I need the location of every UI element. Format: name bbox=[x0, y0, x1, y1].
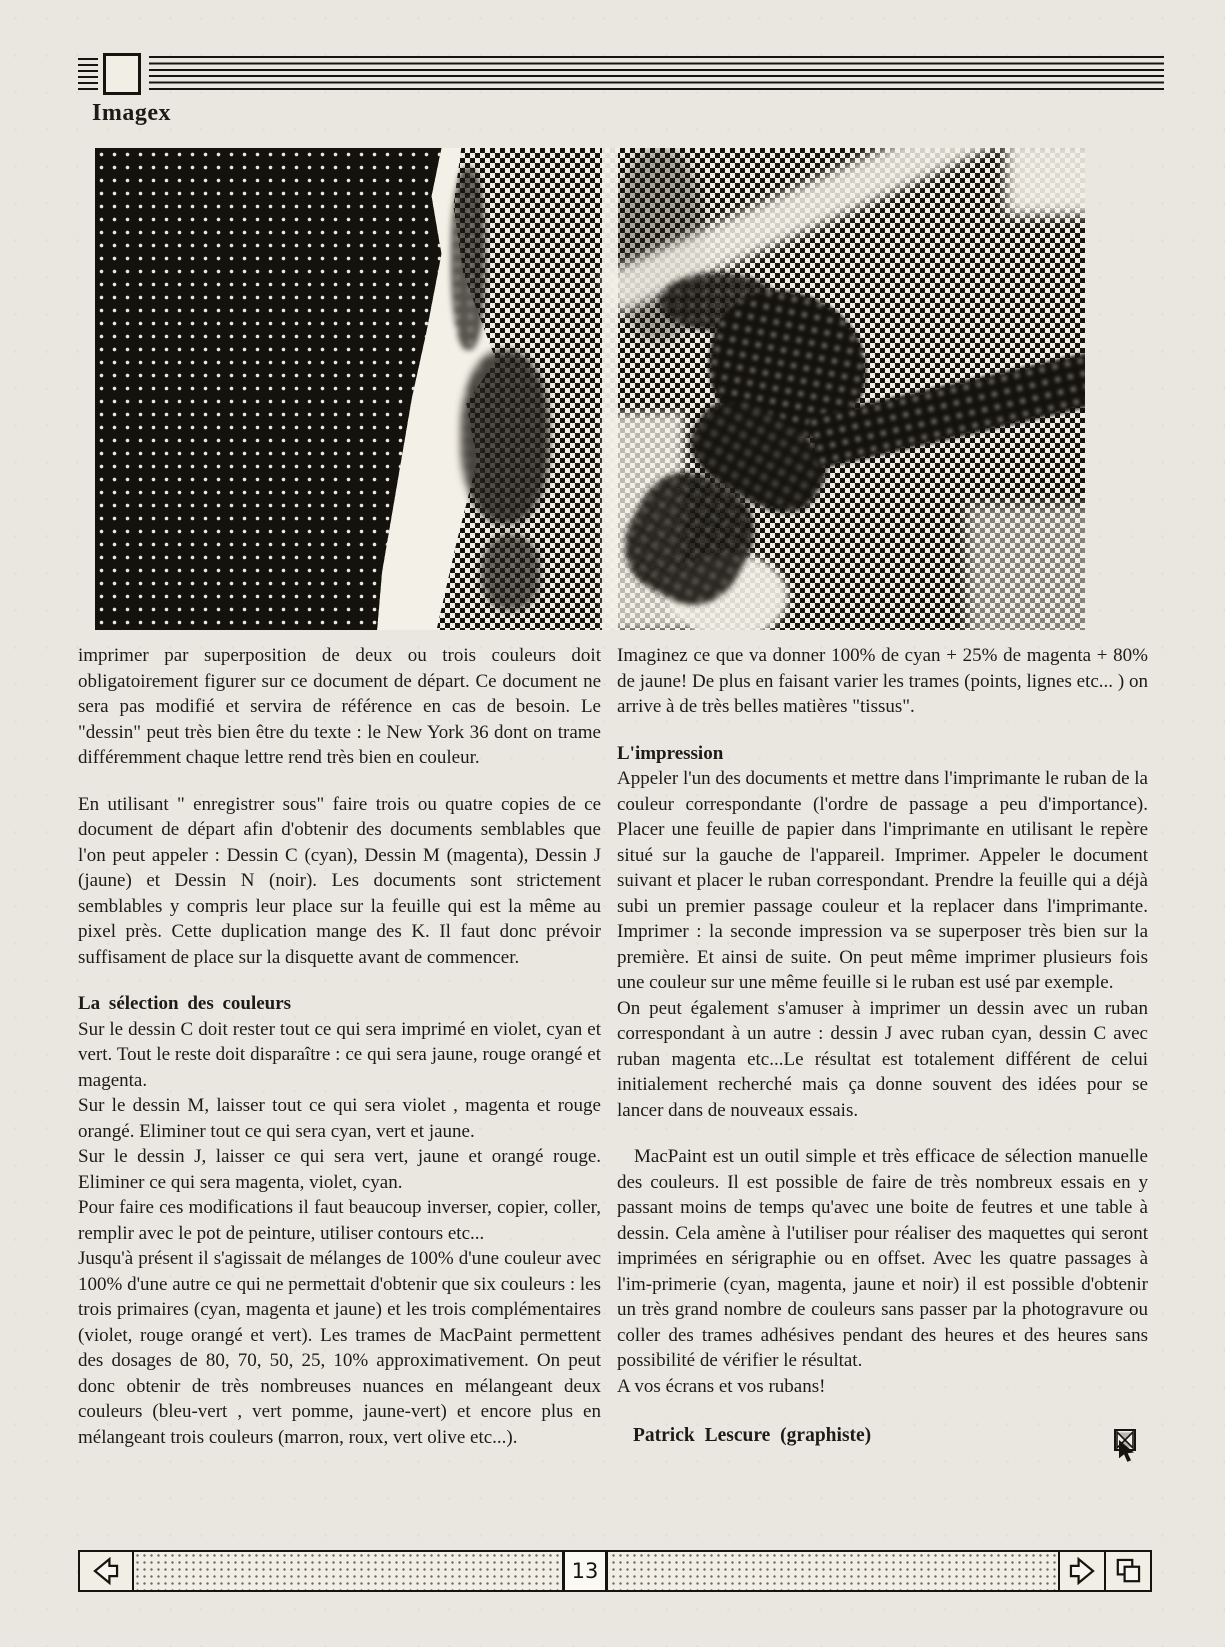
left-arrow-icon bbox=[89, 1554, 123, 1588]
paragraph: MacPaint est un outil simple et très efficace de sélection manuelle des couleurs. Il est possible de faire de très nombreux essais en y passant moins de temps qu'avec une boite de feutres et une table à dessin. Cela amène à l'utiliser pour réaliser des maquettes qui seront imprimées en sérigraphie ou en offset. Avec les quatre passages à l'im-primerie (cyan, magenta, jaune et noir) il est possible d'obtenir un très grand nombre de couleurs sans passer par la photogravure ou coller des trames adhésives pendant des heures et des heures sans possibilité de vérifier le résultat. bbox=[617, 1146, 1148, 1371]
paragraph: Sur le dessin C doit rester tout ce qui sera imprimé en violet, cyan et vert. Tout le reste doit disparaître : ce qui sera jaune, rouge orangé et magenta. bbox=[78, 1018, 601, 1091]
halftone-image bbox=[95, 148, 1085, 630]
article-end-icon bbox=[1112, 1427, 1142, 1467]
scroll-right-button[interactable] bbox=[1058, 1552, 1104, 1590]
paragraph: Imaginez ce que va donner 100% de cyan + 25% de magenta + 80% de jaune! De plus en faisant varier les trames (points, lignes etc... ) on arrive à de très belles matières "tissus". bbox=[617, 645, 1148, 717]
top-divider bbox=[78, 55, 1164, 93]
paragraph: Jusqu'à présent il s'agissait de mélanges de 100% d'une couleur avec 100% d'une autre ce qui ne permettait d'obtenir que six couleurs : les trois primaires (cyan, magenta et jaune) et les trois complémentaires (violet, rouge orangé et vert). Les trames de MacPaint permettent des dosages de 80, 70, 50, 25, 10% approximativement. On peut donc obtenir de très nombreuses nuances en mélangeant deux couleurs (bleu-vert , vert pomme, jaune-vert) et encore plus en mélangeant trois couleurs (marron, roux, vert olive etc...). bbox=[78, 1248, 601, 1448]
byline-row bbox=[617, 1423, 1148, 1467]
article-title: Imagex bbox=[92, 100, 171, 126]
left-column bbox=[78, 643, 601, 1450]
page-number-thumb[interactable] bbox=[562, 1552, 608, 1590]
paragraph: Sur le dessin M, laisser tout ce qui sera violet , magenta et rouge orangé. Eliminer tout ce qui sera cyan, vert et jaune. bbox=[78, 1095, 601, 1142]
page-scrollbar bbox=[78, 1550, 1152, 1592]
mouse-cursor-icon bbox=[1117, 1440, 1139, 1464]
paragraph: A vos écrans et vos rubans! bbox=[617, 1375, 826, 1397]
paragraph: En utilisant " enregistrer sous" faire trois ou quatre copies de ce document de départ afin d'obtenir des documents semblables que l'on peut appeler : Dessin C (cyan), Dessin M (magenta), Dessin J (jaune) et Dessin N (noir). Les documents sont strictement semblables y compris leur place sur la feuille qui est la même au pixel près. Cette duplication mange des K. Il faut donc prévoir suffisament de place sur la disquette avant de commencer. bbox=[78, 793, 601, 968]
halftone-highlight bbox=[1006, 148, 1085, 215]
paragraph: imprimer par superposition de deux ou trois couleurs doit obligatoirement figurer sur ce document de départ. Ce document ne sera pas modifié et servira de référence en cas de besoin. Le "dessin" peut très bien être du texte : le New York 36 dont on trame différemment chaque lettre rend très bien en couleur. bbox=[78, 645, 601, 768]
halftone-highlight bbox=[966, 505, 1085, 630]
byline: Patrick Lescure (graphiste) bbox=[633, 1425, 872, 1446]
halftone-shadow bbox=[451, 167, 486, 350]
lines-stack-icon bbox=[78, 58, 98, 92]
paragraph: Sur le dessin J, laisser ce qui sera vert, jaune et orangé rouge. Eliminer ce qui sera magenta, violet, cyan. bbox=[78, 1146, 601, 1193]
square-marker-icon bbox=[103, 53, 141, 95]
paragraph: Pour faire ces modifications il faut beaucoup inverser, copier, coller, remplir avec le pot de peinture, utiliser contours etc... bbox=[78, 1197, 601, 1244]
paragraph: Appeler l'un des documents et mettre dans l'imprimante le ruban de la couleur correspondante (l'ordre de passage a peu d'importance). Placer une feuille de papier dans l'imprimante en utilisant le repère situé sur la gauche de l'appareil. Imprimer. Appeler le document suivant et placer le ruban correspondant. Prendre la feuille qui a déjà subi un premier passage couleur et la replacer dans l'imprimante. Imprimer : la seconde impression va se superposer très bien sur la première. Et ainsi de suite. On peut même imprimer plusieurs fois une couleur sur une même feuille si le ruban est usé par exemple. bbox=[617, 768, 1148, 993]
divider-lines bbox=[149, 56, 1164, 92]
paragraph: On peut également s'amuser à imprimer un dessin avec un ruban correspondant à un autre : dessin J avec ruban cyan, dessin C avec ruban magenta etc...Le résultat est totalement différent de celui initialement recherché mais ça donne souvent des idées pour se lancer dans de nouveaux essais. bbox=[617, 997, 1148, 1121]
pages-button[interactable] bbox=[1104, 1552, 1150, 1590]
scroll-left-button[interactable] bbox=[80, 1552, 134, 1590]
section-heading: La sélection des couleurs bbox=[78, 993, 292, 1014]
right-column bbox=[617, 643, 1148, 1467]
page-number: 13 bbox=[571, 1559, 599, 1583]
section-heading: L'impression bbox=[617, 742, 724, 764]
pages-icon bbox=[1111, 1554, 1145, 1588]
right-arrow-icon bbox=[1065, 1554, 1099, 1588]
scrollbar-track[interactable] bbox=[134, 1552, 1058, 1590]
halftone-shadow bbox=[461, 350, 550, 524]
halftone-shadow bbox=[481, 534, 540, 611]
